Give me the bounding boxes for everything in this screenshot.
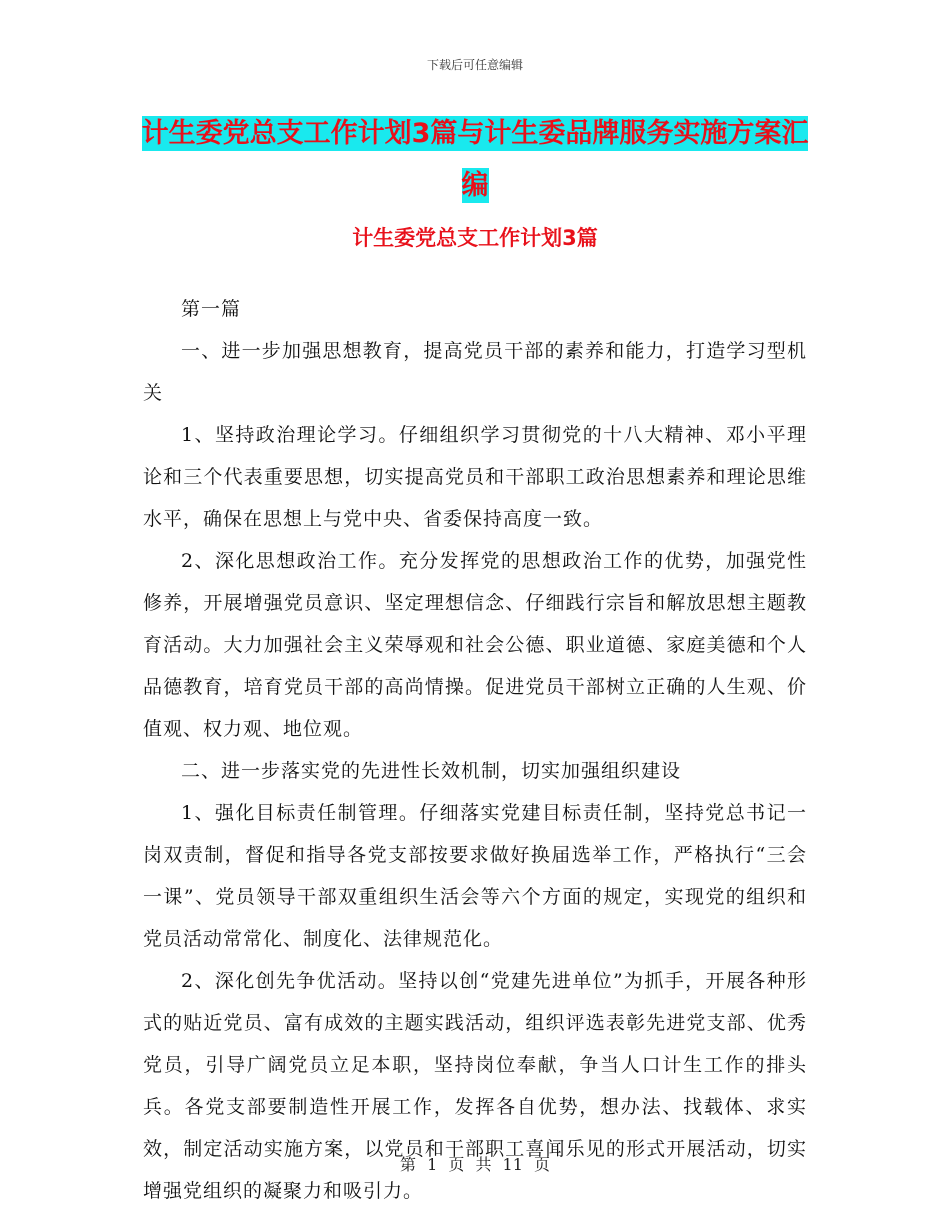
paragraph-2-1: 1、强化目标责任制管理。仔细落实党建目标责任制，坚持党总书记一岗双责制，督促和指导各党支部按要求做好换届选举工作，严格执行“三会一课”、党员领导干部双重组织生活会等六个方面的规定，实现党的组织和党员活动常常化、制度化、法律规范化。	[143, 802, 807, 950]
body-text	[143, 288, 807, 1212]
section-title: 计生委党总支工作计划3篇	[352, 226, 598, 250]
main-title-text: 计生委党总支工作计划3篇与计生委品牌服务实施方案汇编	[141, 118, 809, 201]
paragraph-1-2: 2、深化思想政治工作。充分发挥党的思想政治工作的优势，加强党性修养，开展增强党员意识、坚定理想信念、仔细践行宗旨和解放思想主题教育活动。大力加强社会主义荣辱观和社会公德、职业道德、家庭美德和个人品德教育，培育党员干部的高尚情操。促进党员干部树立正确的人生观、价值观、权力观、地位观。	[143, 550, 807, 740]
paragraph-heading-1: 一、进一步加强思想教育，提高党员干部的素养和能力，打造学习型机关	[143, 340, 807, 404]
paragraph-1-1: 1、坚持政治理论学习。仔细组织学习贯彻党的十八大精神、邓小平理论和三个代表重要思想，切实提高党员和干部职工政治思想素养和理论思维水平，确保在思想上与党中央、省委保持高度一致。	[143, 424, 807, 530]
page-footer: 第 1 页 共 11 页	[400, 1155, 550, 1174]
paragraph-2-2: 2、深化创先争优活动。坚持以创“党建先进单位”为抓手，开展各种形式的贴近党员、富有成效的主题实践活动，组织评选表彰先进党支部、优秀党员，引导广阔党员立足本职，坚持岗位奉献，争当人口计生工作的排头兵。各党支部要制造性开展工作，发挥各自优势，想办法、找载体、求实效，制定活动实施方案，以党员和干部职工喜闻乐见的形式开展活动，切实增强党组织的凝聚力和吸引力。	[143, 970, 807, 1202]
header-note: 下载后可任意编辑	[426, 58, 523, 72]
paragraph-heading-2: 二、进一步落实党的先进性长效机制，切实加强组织建设	[181, 760, 682, 782]
main-title	[130, 108, 820, 212]
paragraph-part-label: 第一篇	[181, 298, 242, 320]
